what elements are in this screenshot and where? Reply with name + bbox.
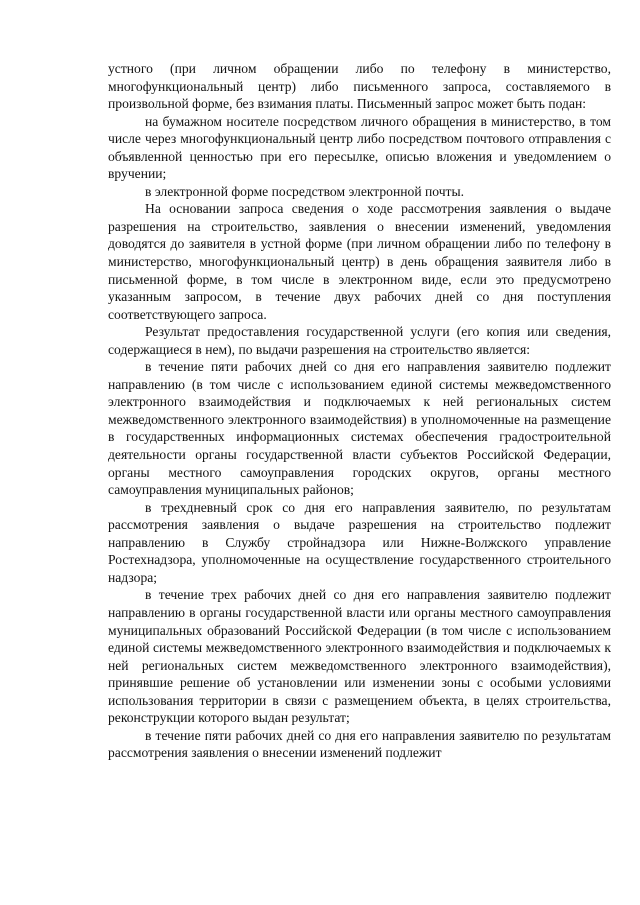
paragraph-service-result: Результат предоставления государственной услуги (его копия или сведения, содержащиеся в нем), по выдачи разрешения на строительство является: [108, 324, 611, 357]
paragraph-paper-submission: на бумажном носителе посредством личного обращения в министерство, в том числе через многофункциональный центр либо посредством почтового отправления с объявленной ценностью при его пересылке, описью вложения и уведомлением о вручении; [108, 113, 611, 182]
paragraph-three-day-term: в трехдневный срок со дня его направления заявителю, по результатам рассмотрения заявления о выдаче разрешения на строительство подлежит направлению в Службу стройнадзора или Нижне-Волжского управление Ростехнадзора, уполномоченные на осуществление государственного строительного надзора; [108, 499, 611, 585]
paragraph-three-working-days: в течение трех рабочих дней со дня его направления заявителю подлежит направлению в органы государственной власти или органы местного самоуправления муниципальных образований Российской Федерации (в том числе с использованием единой системы межведомственного электронного взаимодействия и подключаемых к ней региональных систем межведомственного электронного взаимодействия), принявшие решение об установлении или изменении зоны с особыми условиями использования территории в связи с размещением объекта, в целях строительства, реконструкции которого выдан результат; [108, 587, 611, 726]
paragraph-electronic-submission: в электронной форме посредством электронной почты. [145, 183, 465, 199]
paragraph-continuation: устного (при личном обращении либо по телефону в министерство, многофункциональный центр) либо письменного запроса, составляемого в произвольной форме, без взимания платы. Письменный запрос может быть подан: [108, 61, 611, 112]
paragraph-five-days: в течение пяти рабочих дней со дня его направления заявителю подлежит направлению (в том числе с использованием единой системы межведомственного электронного взаимодействия и подключаемых к ней региональных систем межведомственного электронного взаимодействия) в уполномоченные на размещение в государственных информационных системах обеспечения градостроительной деятельности органы государственной власти субъектов Российской Федерации, органы местного самоуправления городских округов, органы местного самоуправления муниципальных районов; [108, 359, 611, 498]
paragraph-status-info: На основании запроса сведения о ходе рассмотрения заявления о выдаче разрешения на строительство, заявления о внесении изменений, уведомления доводятся до заявителя в устной форме (при личном обращении либо по телефону в министерство, многофункциональный центр) в день обращения заявителя либо в письменной форме, в том числе в электронном виде, если это предусмотрено указанным запросом, в течение двух рабочих дней со дня поступления соответствующего запроса. [108, 201, 611, 322]
paragraph-changes-application: в течение пяти рабочих дней со дня его направления заявителю по результатам рассмотрения заявления о внесении изменений подлежит [108, 727, 611, 761]
document-page [108, 60, 611, 762]
